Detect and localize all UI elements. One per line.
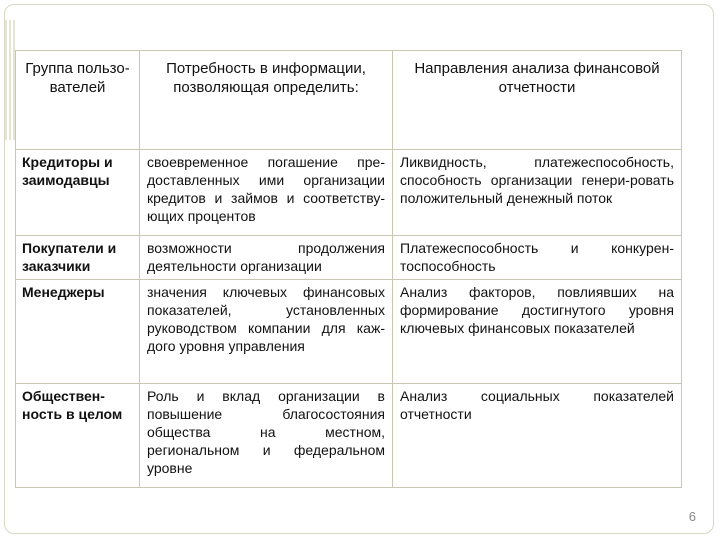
decorative-stripes [5,20,14,140]
table-row [16,280,682,384]
cell-group: Кредиторы и заимодавцы [16,150,140,236]
header-information-need: Потребность в информации, позволяющая определить: [140,51,393,150]
cell-group: Обществен-ность в целом [16,384,140,488]
user-groups-table [15,50,682,488]
cell-direction: Платежеспособность и конкурен-тоспособность [393,236,682,280]
cell-group: Покупатели и заказчики [16,236,140,280]
cell-need: своевременное погашение пре-доставленных ими организации кредитов и займов и соответству-ющих процентов [140,150,393,236]
cell-direction: Ликвидность, платежеспособность, способность организации генери-ровать положительный денежный поток [393,150,682,236]
cell-need: возможности продолжения деятельности организации [140,236,393,280]
cell-group: Менеджеры [16,280,140,384]
table-header-row [16,51,682,150]
table-row [16,236,682,280]
cell-direction: Анализ социальных показателей отчетности [393,384,682,488]
header-analysis-direction: Направления анализа финансовой отчетности [393,51,682,150]
cell-need: Роль и вклад организации в повышение благосостояния общества на местном, региональном и федеральном уровне [140,384,393,488]
cell-need: значения ключевых финансовых показателей, установленных руководством компании для каж-дого уровня управления [140,280,393,384]
page-number: 6 [688,509,696,524]
cell-direction: Анализ факторов, повлиявших на формирование достигнутого уровня ключевых финансовых показателей [393,280,682,384]
header-user-group: Группа пользо-вателей [16,51,140,150]
table-row [16,384,682,488]
table-row [16,150,682,236]
